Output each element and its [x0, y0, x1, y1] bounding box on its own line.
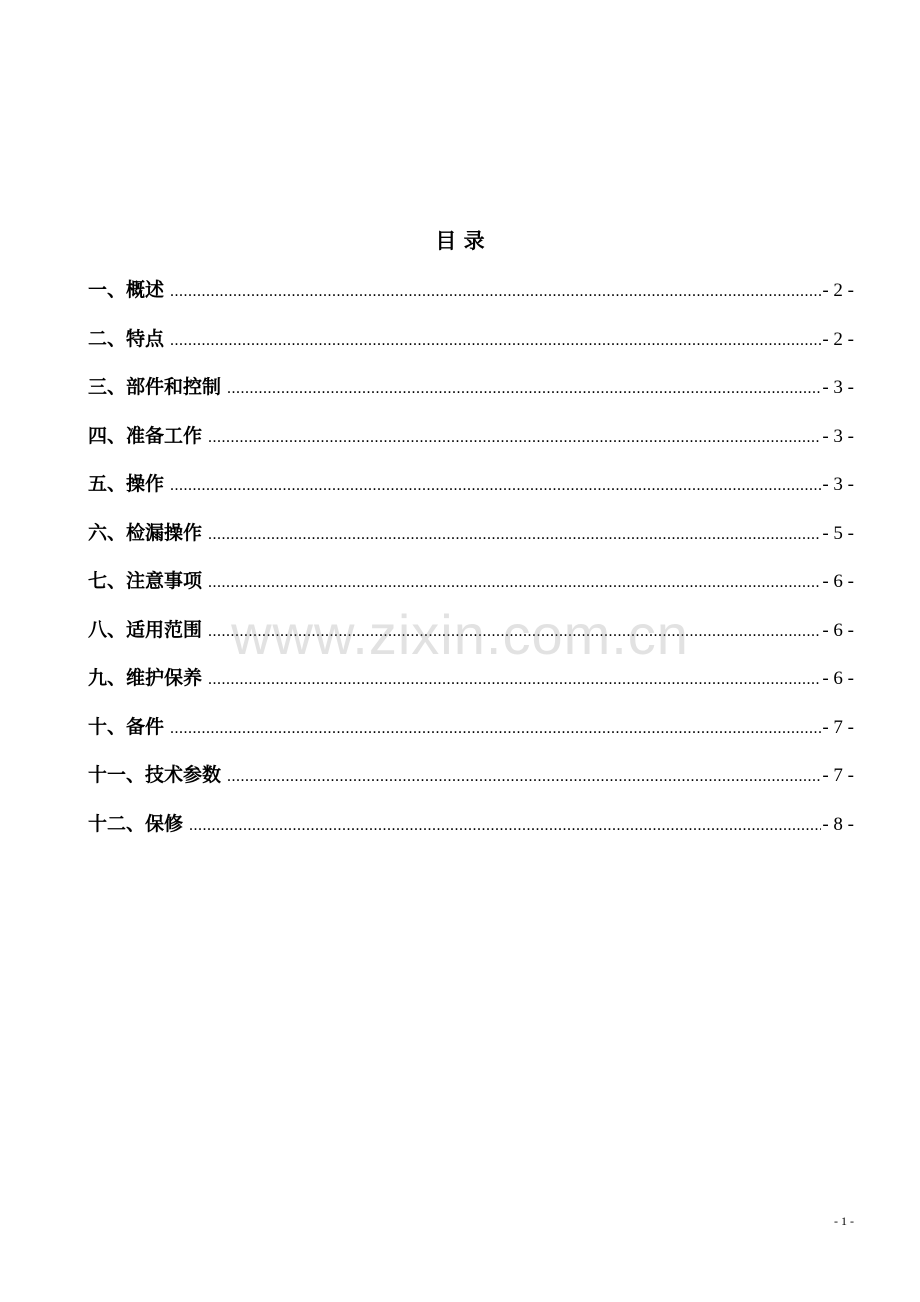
toc-entry-page: - 6 - — [822, 619, 854, 641]
toc-entry-label: 五、操作 — [88, 473, 165, 495]
toc-entry-label: 九、维护保养 — [88, 667, 203, 689]
toc-entry-page: - 2 - — [822, 328, 854, 350]
toc-entry[interactable] — [88, 371, 854, 420]
watermark: www.zixin.com.cn — [231, 603, 689, 666]
toc-entry[interactable] — [88, 565, 854, 614]
toc-entry-label: 三、部件和控制 — [88, 376, 222, 398]
toc-entry[interactable] — [88, 711, 854, 760]
toc-title: 目 录 — [435, 229, 485, 253]
toc-entry-label: 十一、技术参数 — [88, 764, 222, 786]
toc-entry-page: - 8 - — [822, 813, 854, 835]
toc-entry[interactable] — [88, 274, 854, 323]
dot-leader — [208, 567, 821, 599]
toc-entry[interactable] — [88, 468, 854, 517]
page-number-footer: - 1 - — [834, 1214, 854, 1228]
toc-entry-page: - 7 - — [822, 765, 854, 786]
dot-leader — [170, 713, 821, 745]
toc-entry-label: 七、注意事项 — [88, 570, 203, 592]
dot-leader — [208, 519, 821, 551]
table-of-contents — [88, 274, 854, 856]
toc-entry-label: 六、检漏操作 — [88, 521, 203, 544]
toc-entry[interactable] — [88, 517, 854, 566]
dot-leader — [208, 664, 821, 696]
dot-leader — [208, 616, 821, 648]
dot-leader — [170, 470, 821, 502]
toc-entry-page: - 3 - — [822, 425, 854, 447]
toc-entry-page: - 6 - — [822, 668, 854, 689]
toc-entry[interactable] — [88, 323, 854, 372]
toc-entry[interactable] — [88, 808, 854, 857]
dot-leader — [208, 422, 821, 454]
toc-entry-page: - 2 - — [822, 280, 854, 301]
toc-entry-label: 十、备件 — [88, 715, 165, 738]
toc-entry-page: - 7 - — [822, 716, 854, 738]
dot-leader — [170, 325, 821, 357]
toc-entry-page: - 3 - — [822, 474, 854, 495]
toc-entry-page: - 6 - — [822, 571, 854, 592]
toc-entry-label: 十二、保修 — [88, 812, 184, 835]
dot-leader — [227, 373, 821, 405]
dot-leader — [170, 276, 821, 308]
dot-leader — [189, 810, 821, 842]
toc-entry-label: 二、特点 — [88, 327, 165, 350]
toc-entry-label: 一、概述 — [88, 279, 165, 301]
toc-entry[interactable] — [88, 614, 854, 663]
toc-entry-label: 八、适用范围 — [88, 618, 203, 641]
toc-entry[interactable] — [88, 662, 854, 711]
toc-entry-page: - 5 - — [822, 522, 854, 544]
toc-entry[interactable] — [88, 759, 854, 808]
toc-entry-label: 四、准备工作 — [88, 424, 203, 447]
dot-leader — [227, 761, 821, 793]
toc-entry-page: - 3 - — [822, 377, 854, 398]
toc-entry[interactable] — [88, 420, 854, 469]
